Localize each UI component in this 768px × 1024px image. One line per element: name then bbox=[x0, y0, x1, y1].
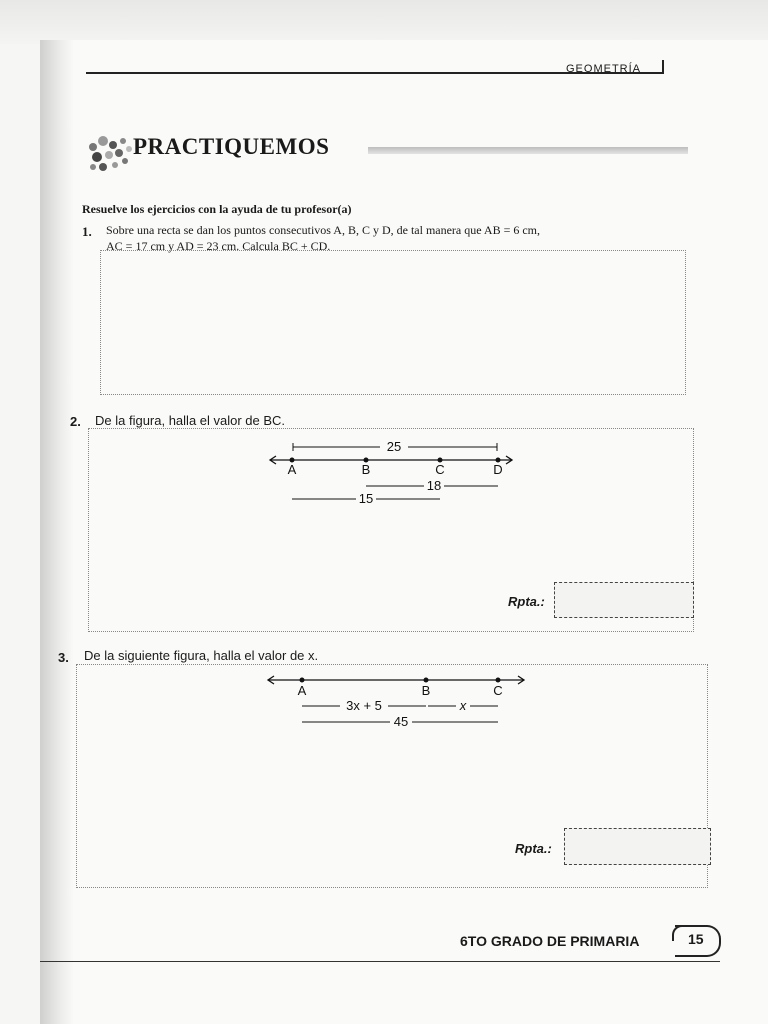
book-spine-shadow bbox=[40, 40, 74, 1024]
question-3-figure bbox=[262, 672, 532, 734]
question-1-text-line1: Sobre una recta se dan los puntos consecutivos A, B, C y D, de tal manera que AB = 6 cm, bbox=[106, 223, 541, 237]
segment-ab-label: 3x + 5 bbox=[346, 698, 382, 713]
label-a: A bbox=[287, 462, 297, 477]
segment-bc-label: x bbox=[459, 698, 467, 713]
point-b bbox=[424, 678, 429, 683]
question-1-work-area[interactable] bbox=[100, 250, 686, 395]
dots-logo-icon bbox=[85, 133, 135, 175]
subject-label: GEOMETRÍA bbox=[566, 63, 642, 75]
question-2-figure bbox=[260, 436, 520, 514]
number-line bbox=[270, 456, 512, 464]
point-a bbox=[300, 678, 305, 683]
section-title: PRACTIQUEMOS bbox=[133, 134, 330, 159]
top-shadow bbox=[0, 0, 768, 44]
question-1-text-line2: AC = 17 cm y AD = 23 cm. Calcula BC + CD. bbox=[106, 239, 331, 253]
question-3-text: De la siguiente figura, halla el valor de x. bbox=[84, 648, 319, 663]
label-c: C bbox=[435, 462, 445, 477]
question-2-text: De la figura, halla el valor de BC. bbox=[95, 413, 286, 428]
segment-ad-label: 25 bbox=[386, 439, 402, 454]
header-tab-mark bbox=[662, 60, 664, 74]
label-d: D bbox=[493, 462, 503, 477]
question-1-number: 1. bbox=[82, 224, 92, 239]
number-line bbox=[268, 676, 524, 684]
label-c: C bbox=[493, 683, 503, 698]
question-2-answer-label: Rpta.: bbox=[508, 594, 545, 609]
footer-rule bbox=[40, 961, 720, 962]
label-b: B bbox=[421, 683, 431, 698]
page-number: 15 bbox=[688, 931, 704, 947]
title-decoration-bar bbox=[368, 147, 688, 154]
segment-ac-label: 15 bbox=[358, 491, 374, 506]
page-number-badge-curl bbox=[672, 925, 686, 941]
segment-ac-label: 45 bbox=[393, 714, 409, 729]
segment-bd-label: 18 bbox=[426, 478, 442, 493]
question-3-answer-label: Rpta.: bbox=[515, 841, 552, 856]
question-3-number: 3. bbox=[58, 650, 69, 665]
grade-label: 6TO GRADO DE PRIMARIA bbox=[460, 933, 640, 949]
question-3-answer-box[interactable] bbox=[564, 828, 711, 865]
point-c bbox=[496, 678, 501, 683]
question-2-answer-box[interactable] bbox=[554, 582, 694, 618]
question-2-number: 2. bbox=[70, 414, 81, 429]
instructions: Resuelve los ejercicios con la ayuda de tu profesor(a) bbox=[82, 202, 352, 216]
label-a: A bbox=[297, 683, 307, 698]
label-b: B bbox=[361, 462, 371, 477]
